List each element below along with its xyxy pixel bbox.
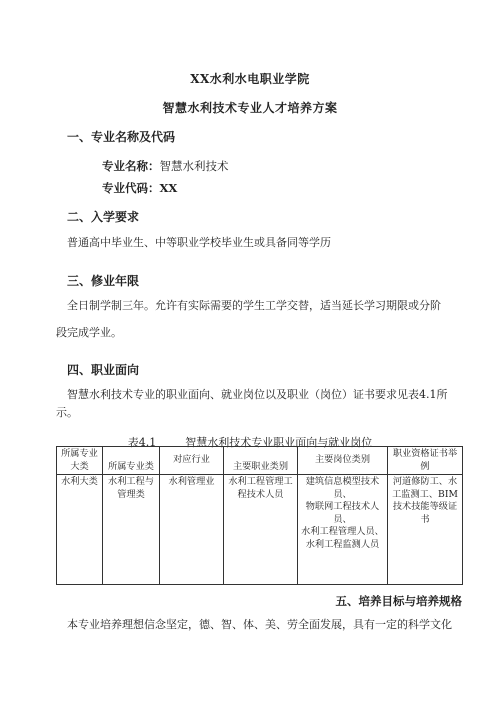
position-item: 水利工程监测人员 (305, 538, 380, 550)
table-title: 智慧水利技术专业职业面向与就业岗位 (185, 436, 373, 449)
section-5-heading: 五、培养目标与培养规格 (335, 594, 462, 608)
major-name-row (102, 158, 229, 174)
admission-text: 普通高中毕业生、中等职业学校毕业生或具备同等学历 (67, 236, 331, 249)
header-position: 主要岗位类别 (298, 447, 388, 475)
major-code-label: 专业代码： (102, 181, 160, 195)
position-item: 物联网工程技术人员、 (305, 501, 380, 525)
major-name-label: 专业名称： (102, 159, 160, 173)
major-code-row (102, 180, 177, 196)
career-text-line2: 示。 (56, 406, 78, 419)
table-row (57, 475, 463, 585)
cell-occupation: 水利工程管理工程技术人员 (224, 475, 298, 585)
header-major-category: 所属专业大类 (57, 447, 103, 475)
section-4-heading: 四、职业面向 (67, 363, 140, 377)
cell-industry: 水利管理业 (160, 475, 224, 585)
cell-certificate: 河道修防工、水工监测工、BIM技术技能等级证书 (388, 475, 463, 585)
cell-position (298, 475, 388, 585)
career-text-line1: 智慧水利技术专业的职业面向、就业岗位以及职业（岗位）证书要求见表4.1所 (67, 388, 448, 401)
duration-text-line2: 段完成学业。 (56, 326, 122, 339)
career-table (56, 446, 463, 585)
cell-major-class: 水利工程与管理类 (103, 475, 160, 585)
section-2-heading: 二、入学要求 (67, 210, 140, 224)
header-industry: 对应行业 (160, 447, 224, 475)
major-code-value: XX (159, 181, 178, 195)
section-1-heading: 一、专业名称及代码 (67, 130, 176, 144)
table-number: 表4.1 (127, 436, 157, 449)
objective-text-line1: 本专业培养理想信念坚定，德、智、体、美、劳全面发展，具有一定的科学文化 (67, 618, 452, 631)
duration-text-line1: 全日制学制三年。允许有实际需要的学生工学交替，适当延长学习期限或分阶 (67, 299, 441, 312)
section-3-heading: 三、修业年限 (67, 274, 140, 288)
position-item: 建筑信息模型技术员、 (305, 476, 380, 500)
header-occupation: 主要职业类别 (224, 447, 298, 475)
cell-major-category: 水利大类 (57, 475, 103, 585)
position-item: 水利工程管理人员、 (301, 526, 384, 537)
header-certificate: 职业资格证书举例 (388, 447, 463, 475)
document-title: 智慧水利技术专业人才培养方案 (162, 101, 338, 115)
table-header-row (57, 447, 463, 475)
school-name: XX水利水电职业学院 (190, 72, 310, 86)
major-name-value: 智慧水利技术 (159, 159, 229, 173)
header-major-class: 所属专业类 (103, 447, 160, 475)
